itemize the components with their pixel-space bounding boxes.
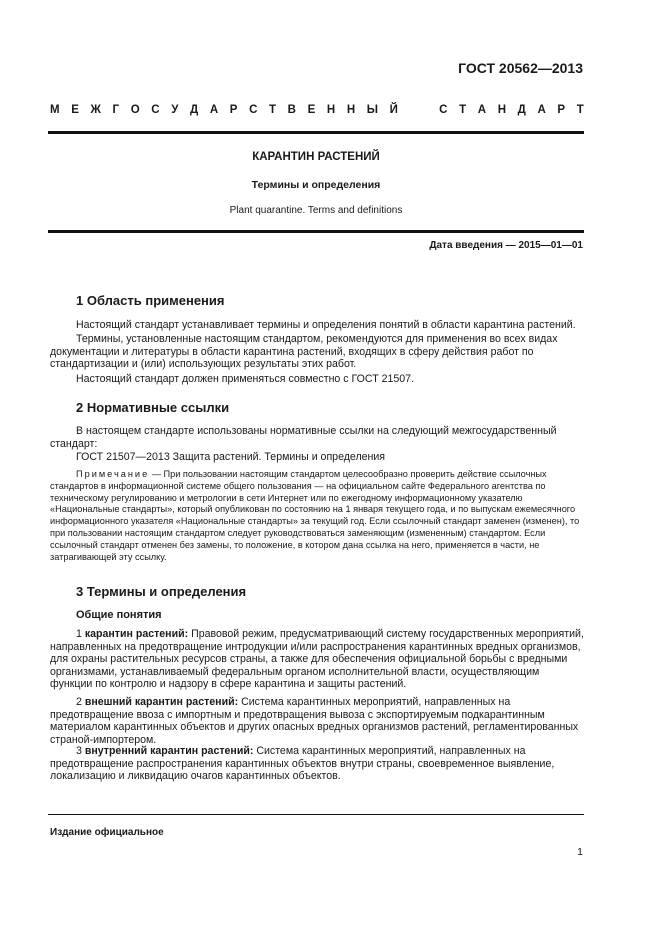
banner-letter: А: [209, 104, 219, 116]
banner-letter: Д: [517, 104, 526, 116]
term-name: внутренний карантин растений:: [84, 745, 254, 757]
term-text: Правовой режим, предусматривающий систему государственных мероприятий, направленных на предотвращение интродукции и/или распространения карантинных вредных организмов, для охраны растительных ресурсов страны, а также для обеспечения официальной борьбы с вредными организмами, устанавливаемый федеральным органом исполнительной власти, осуществляющим функции по контролю и надзору в сфере карантина и защиты растений.: [50, 628, 584, 691]
document-title: КАРАНТИН РАСТЕНИЙ: [252, 151, 380, 163]
banner-letter: Д: [190, 104, 199, 116]
section-2-reference: ГОСТ 21507—2013 Защита растений. Термины и определения: [76, 451, 386, 463]
banner-letter: В: [287, 104, 296, 116]
banner-gap: [410, 104, 428, 116]
banner-letter: Т: [459, 104, 467, 116]
section-3-heading: 3 Термины и определения: [76, 584, 247, 599]
section-1-paragraph: Настоящий стандарт должен применяться совместно с ГОСТ 21507.: [76, 373, 415, 385]
title-rule: [48, 230, 584, 233]
header-rule: [48, 131, 584, 134]
section-2-note: [50, 469, 584, 563]
banner-letter: М: [50, 104, 60, 116]
term-name: карантин растений:: [84, 628, 189, 640]
term-definition: [50, 628, 584, 691]
term-number: 3: [76, 745, 85, 757]
english-title: Plant quarantine. Terms and definitions: [229, 205, 403, 216]
official-edition-label: Издание официальное: [50, 827, 164, 838]
page-number: 1: [577, 846, 583, 858]
banner-letter: Г: [112, 104, 120, 116]
term-definition: [50, 745, 584, 783]
note-text: — При пользовании настоящим стандартом целесообразно проверить действие ссылочных стандартов в информационной системе общего пользования — на официальном сайте Федерального агентства по техническому регулированию и метрологии в сети Интернет или по ежегодному информационному указателю «Национальные стандарты», который опубликован по состоянию на 1 января текущего года, и по выпускам ежемесячного информационного указателя «Национальные стандарты» за текущий год. Если ссылочный стандарт заменен (изменен), то при пользовании настоящим стандартом следует руководствоваться заменяющим (измененным) стандартом. Если ссылочный стандарт отменен без замены, то положение, в котором дана ссылка на него, применяется в части, не затрагивающей эту ссылку.: [50, 469, 580, 562]
banner-letter: Р: [557, 104, 566, 116]
banner-letter: А: [537, 104, 546, 116]
section-1-heading: 1 Область применения: [76, 293, 225, 308]
interstate-standard-banner: [50, 104, 584, 116]
banner-letter: Е: [71, 104, 79, 116]
term-number: 1: [76, 628, 85, 640]
footer-rule: [48, 814, 584, 815]
document-subtitle: Термины и определения: [251, 179, 381, 191]
term-text: Система карантинных мероприятий, направленных на предотвращение ввоза с импортным и предотвращения вывоза с экспортируемым подкарантинным материалом карантинных объектов и других опасных вредных организмов растений, регламентированных страной-импортером.: [50, 696, 579, 746]
banner-letter: Е: [307, 104, 316, 116]
term-number: 2: [76, 696, 85, 708]
banner-letter: Т: [576, 104, 584, 116]
term-text: Система карантинных мероприятий, направленных на предотвращение распространения карантинных объектов внутри страны, своевременное выявление, локализацию и ликвидацию очагов карантинных объектов.: [50, 745, 555, 783]
banner-letter: Н: [497, 104, 507, 116]
banner-letter: У: [171, 104, 179, 116]
banner-letter: А: [477, 104, 487, 116]
banner-letter: Ж: [90, 104, 101, 116]
banner-letter: С: [439, 104, 448, 116]
introduction-date: Дата введения — 2015—01—01: [429, 240, 583, 251]
banner-letter: Ы: [366, 104, 379, 116]
section-1-paragraph: Настоящий стандарт устанавливает термины и определения понятий в области карантина растений.: [76, 319, 576, 331]
section-3-subheading: Общие понятия: [76, 609, 162, 621]
banner-letter: Т: [269, 104, 277, 116]
section-1-paragraph: Термины, установленные настоящим стандартом, рекомендуются для применения во всех видах документации и литературы в области карантина растений, входящих в сферу действия работ по стандартизации и (или) использующих результаты этих работ.: [50, 333, 558, 371]
banner-letter: Й: [389, 104, 398, 116]
banner-letter: Н: [346, 104, 356, 116]
section-2-heading: 2 Нормативные ссылки: [76, 400, 230, 415]
note-label: Примечание: [76, 469, 150, 479]
banner-letter: Н: [326, 104, 336, 116]
banner-letter: С: [249, 104, 258, 116]
banner-letter: Р: [229, 104, 238, 116]
banner-letter: С: [151, 104, 160, 116]
term-definition: [50, 696, 584, 746]
section-2-paragraph: В настоящем стандарте использованы нормативные ссылки на следующий межгосударственный стандарт:: [50, 425, 557, 450]
document-code: ГОСТ 20562—2013: [458, 60, 583, 76]
term-name: внешний карантин растений:: [84, 696, 239, 708]
banner-letter: О: [130, 104, 140, 116]
